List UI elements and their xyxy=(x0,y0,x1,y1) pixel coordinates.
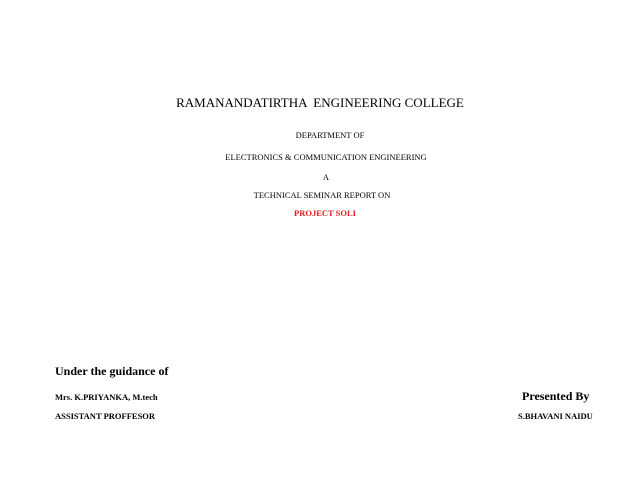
guide-name: Mrs. K.PRIYANKA, M.tech xyxy=(55,392,158,402)
department-name: ELECTRONICS & COMMUNICATION ENGINEERING xyxy=(225,152,427,162)
report-type-label: TECHNICAL SEMINAR REPORT ON xyxy=(253,190,391,200)
guidance-heading: Under the guidance of xyxy=(55,364,169,378)
college-name: RAMANANDATIRTHA ENGINEERING COLLEGE xyxy=(176,95,464,110)
guide-role: ASSISTANT PROFFESOR xyxy=(55,411,156,421)
project-title: PROJECT SOLI xyxy=(294,208,356,218)
presented-by-heading: Presented By xyxy=(522,389,590,403)
presenter-name: S.BHAVANI NAIDU xyxy=(518,411,593,421)
article-label: A xyxy=(322,172,330,182)
department-of-label: DEPARTMENT OF xyxy=(295,130,365,140)
